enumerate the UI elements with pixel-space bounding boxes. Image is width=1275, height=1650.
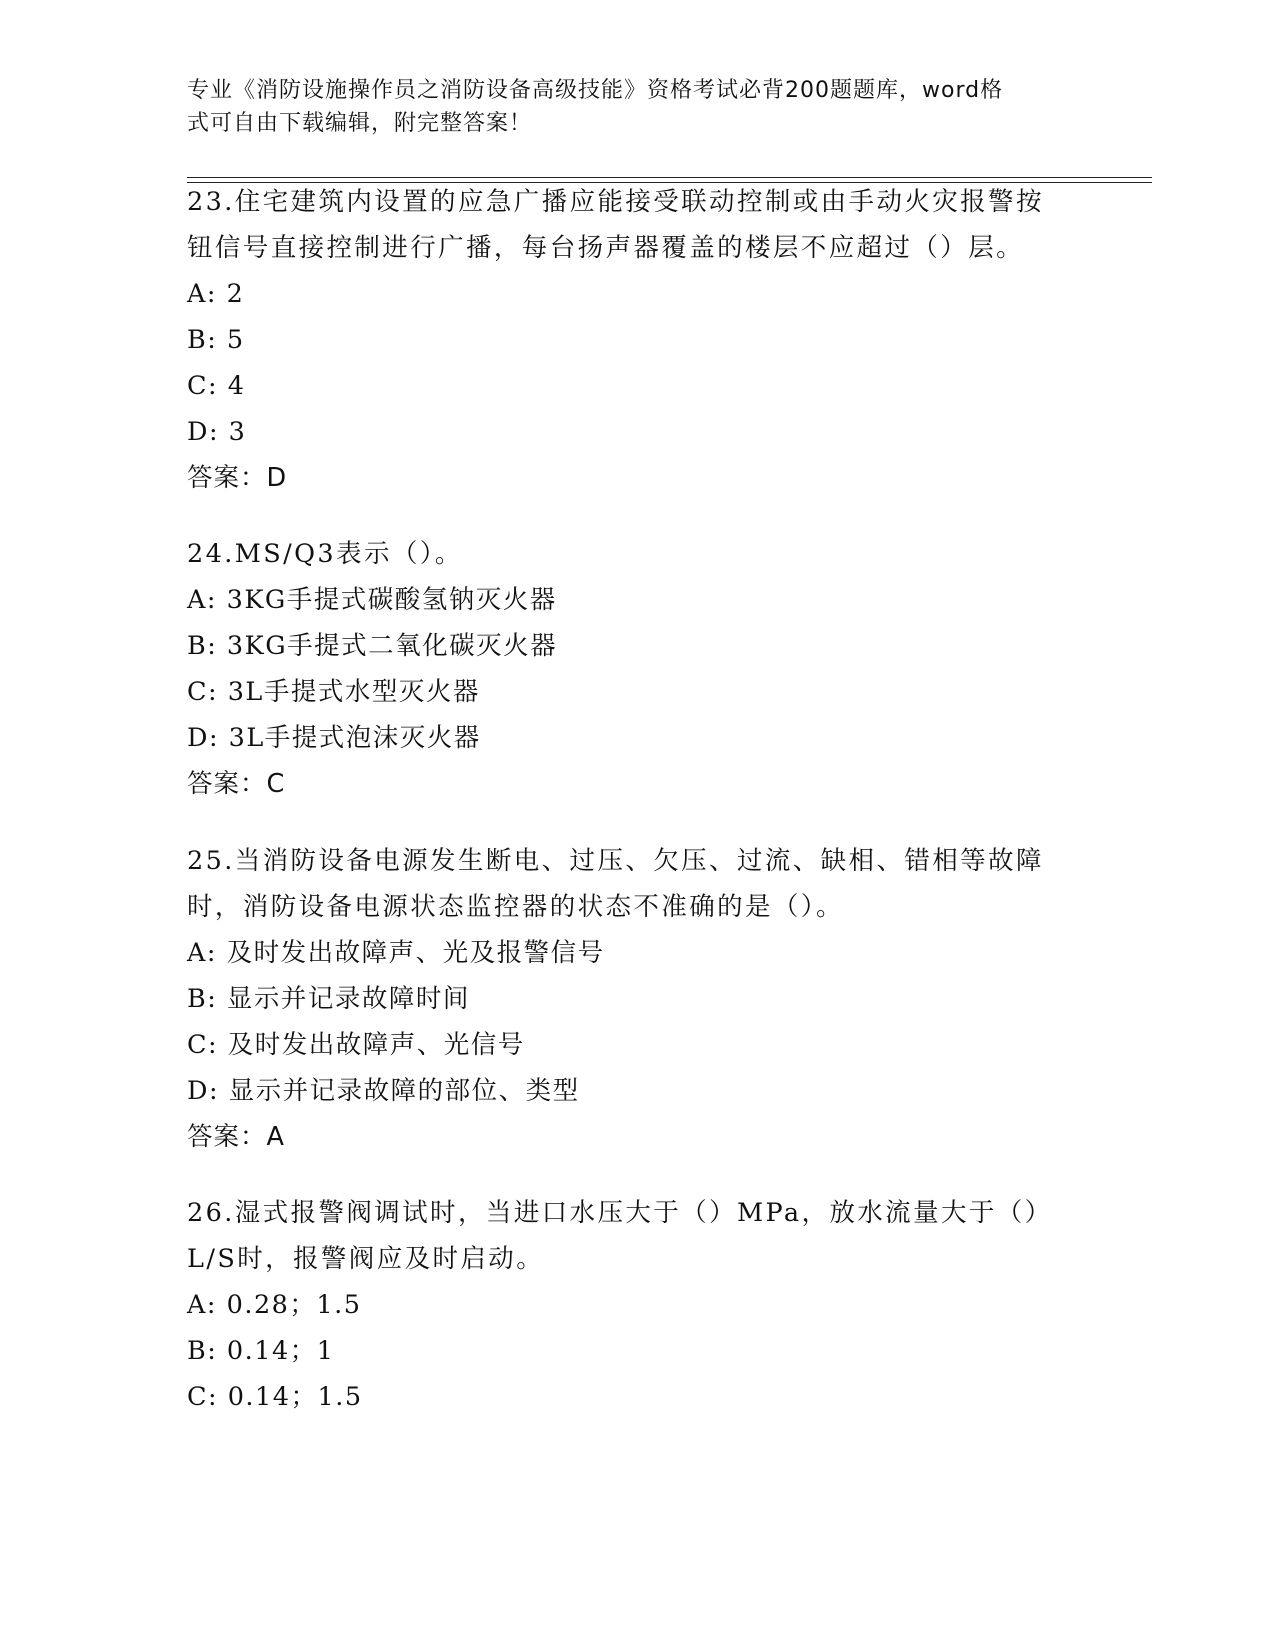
header-line-2: 式可自由下载编辑，附完整答案！ <box>187 111 533 136</box>
option-d: D: 3 <box>187 417 247 447</box>
option-c: C: 0.14；1.5 <box>187 1382 363 1412</box>
answer-label: 答案：C <box>187 769 286 799</box>
option-a: A: 3KG手提式碳酸氢钠灭火器 <box>187 585 557 615</box>
option-c: C: 3L手提式水型灭火器 <box>187 677 480 707</box>
question-stem: 25.当消防设备电源发生断电、过压、欠压、过流、缺相、错相等故障 <box>187 846 1044 876</box>
question-26 <box>187 1190 1087 1420</box>
option-d: D: 显示并记录故障的部位、类型 <box>187 1076 580 1106</box>
option-c: C: 及时发出故障声、光信号 <box>187 1030 525 1060</box>
header-divider-top <box>187 177 1152 178</box>
question-stem: 24.MS/Q3表示（）。 <box>187 539 463 569</box>
question-25 <box>187 838 1087 1160</box>
option-b: B: 5 <box>187 325 245 355</box>
question-23 <box>187 179 1087 501</box>
question-stem: L/S时，报警阀应及时启动。 <box>187 1244 545 1274</box>
option-d: D: 3L手提式泡沫灭火器 <box>187 723 481 753</box>
question-stem: 钮信号直接控制进行广播，每台扬声器覆盖的楼层不应超过（）层。 <box>187 233 1025 263</box>
option-a: A: 2 <box>187 279 245 309</box>
question-stem: 23.住宅建筑内设置的应急广播应能接受联动控制或由手动火灾报警按 <box>187 187 1044 217</box>
option-b: B: 显示并记录故障时间 <box>187 984 470 1014</box>
answer-label: 答案：A <box>187 1122 285 1152</box>
option-a: A: 0.28；1.5 <box>187 1290 362 1320</box>
question-24 <box>187 531 1087 807</box>
option-a: A: 及时发出故障声、光及报警信号 <box>187 938 605 968</box>
question-stem: 时，消防设备电源状态监控器的状态不准确的是（）。 <box>187 892 844 922</box>
option-c: C: 4 <box>187 371 246 401</box>
header-line-1: 专业《消防设施操作员之消防设备高级技能》资格考试必背200题题库，word格 <box>187 78 1004 103</box>
option-b: B: 3KG手提式二氧化碳灭火器 <box>187 631 558 661</box>
answer-label: 答案：D <box>187 463 288 493</box>
question-stem: 26.湿式报警阀调试时，当进口水压大于（）MPa，放水流量大于（） <box>187 1198 1053 1228</box>
option-b: B: 0.14；1 <box>187 1336 335 1366</box>
document-header <box>187 74 1067 140</box>
